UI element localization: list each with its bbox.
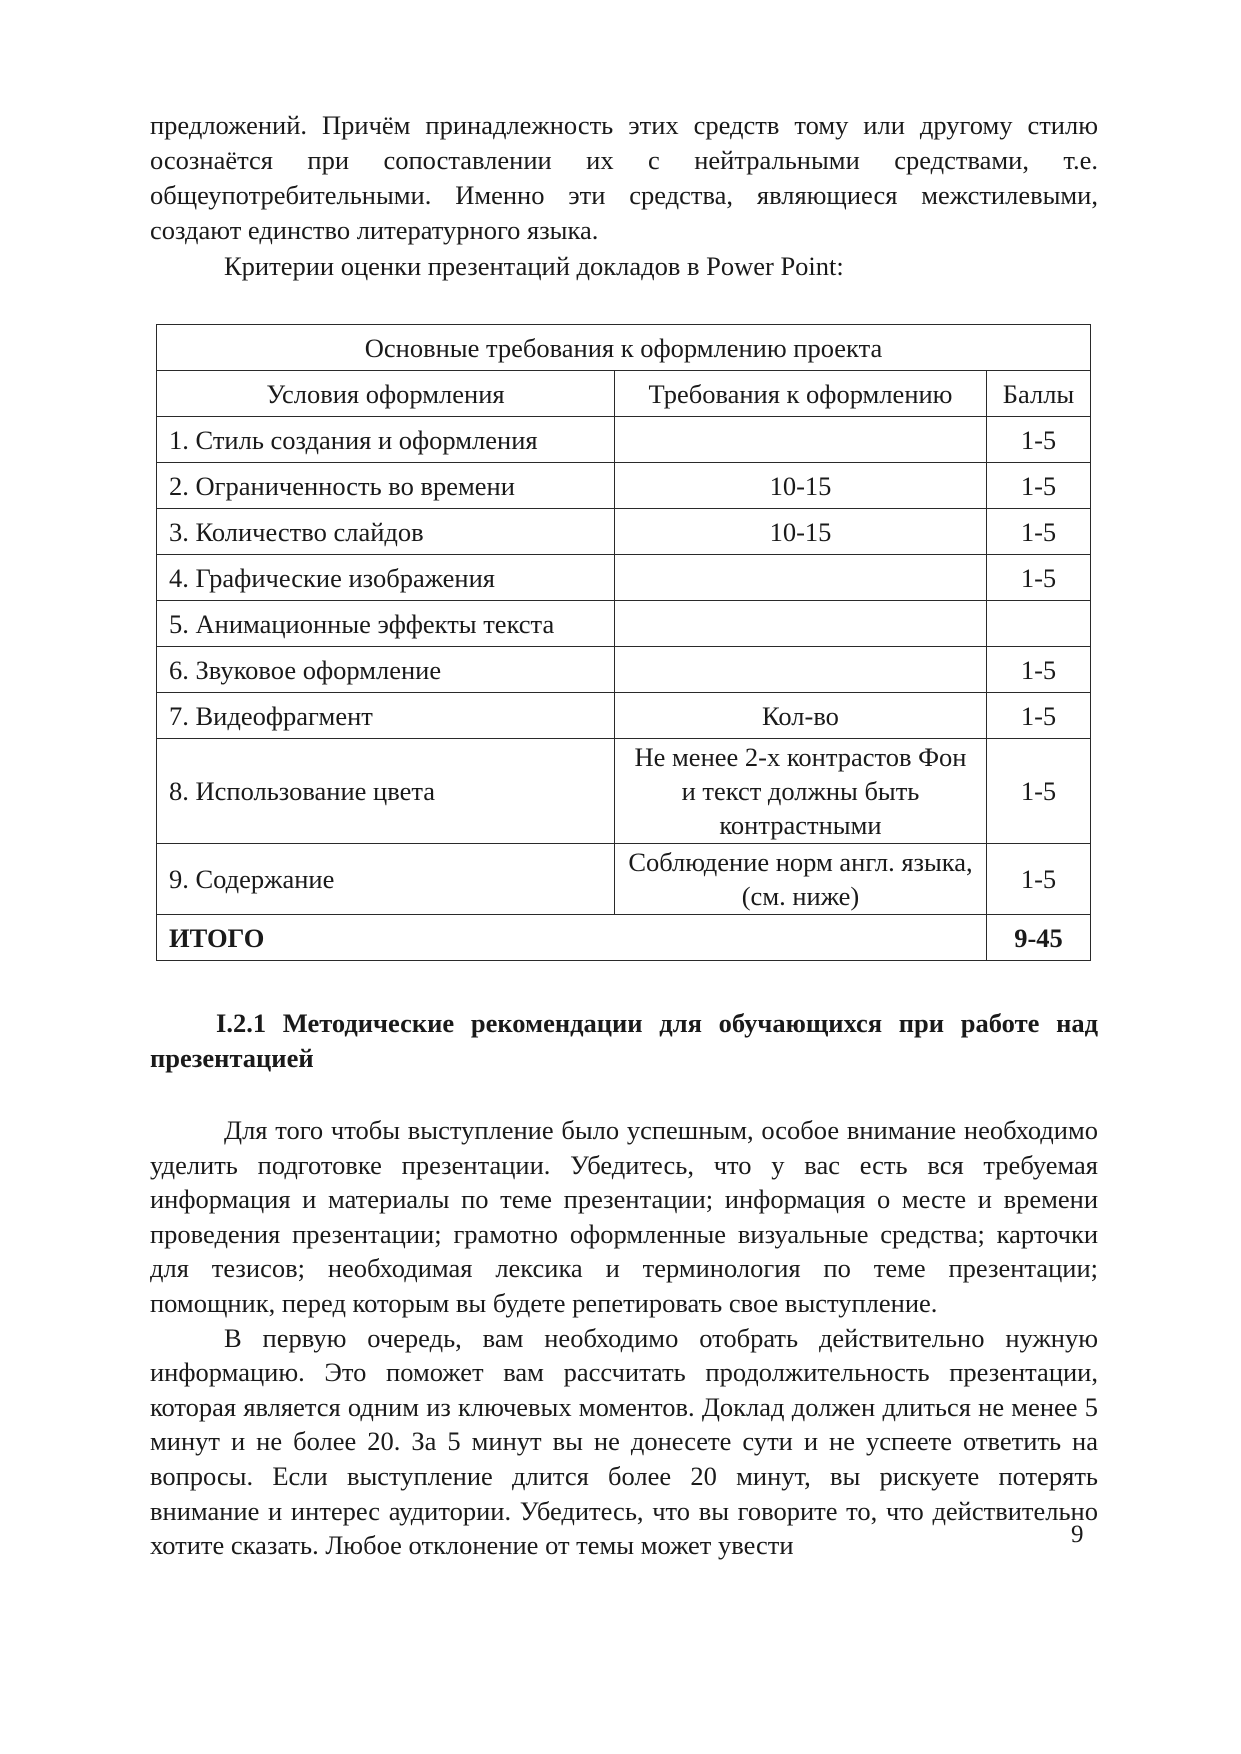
row-requirement (615, 647, 987, 693)
header-conditions: Условия оформления (157, 371, 615, 417)
section-heading-block (150, 1006, 1098, 1076)
row-points: 1-5 (987, 417, 1091, 463)
document-page (150, 108, 1098, 1561)
table-header-row (157, 371, 1091, 417)
table-row (157, 417, 1091, 463)
table-row (157, 509, 1091, 555)
table-row (157, 693, 1091, 739)
row-condition: 2. Ограниченность во времени (157, 463, 615, 509)
row-requirement: 10-15 (615, 463, 987, 509)
row-condition: 4. Графические изображения (157, 555, 615, 601)
section-title: I.2.1 Методические рекомендации для обучающихся при работе над презентацией (150, 1008, 1098, 1073)
total-label: ИТОГО (157, 915, 987, 961)
row-points: 1-5 (987, 739, 1091, 844)
header-requirements: Требования к оформлению (615, 371, 987, 417)
row-requirement: Не менее 2-х контрастов Фон и текст должны быть контрастными (615, 739, 987, 844)
section-body (150, 1113, 1098, 1563)
row-condition: 7. Видеофрагмент (157, 693, 615, 739)
row-points: 1-5 (987, 844, 1091, 915)
criteria-table (156, 324, 1091, 961)
row-condition: 5. Анимационные эффекты текста (157, 601, 615, 647)
row-requirement (615, 601, 987, 647)
intro-paragraph: предложений. Причём принадлежность этих средств тому или другому стилю осознаётся при сопоставлении их с нейтральными средствами, т.е. общеупотребительными. Именно эти средства, являющиеся межстилевыми, создают единство литературного языка. (150, 110, 1098, 245)
row-points: 1-5 (987, 509, 1091, 555)
table-caption: Критерии оценки презентаций докладов в Power Point: (224, 251, 844, 281)
row-requirement: Кол-во (615, 693, 987, 739)
table-row (157, 844, 1091, 915)
table-row (157, 739, 1091, 844)
row-points: 1-5 (987, 463, 1091, 509)
body-paragraph: Для того чтобы выступление было успешным, особое внимание необходимо уделить подготовке презентации. Убедитесь, что у вас есть вся требуемая информация и материалы по теме презентации; информация о месте и времени проведения презентации; грамотно оформленные визуальные средства; карточки для тезисов; необходимая лексика и терминология по теме презентации; помощник, перед которым вы будете репетировать свое выступление. (150, 1115, 1098, 1318)
row-points (987, 601, 1091, 647)
row-requirement: Соблюдение норм англ. языка, (см. ниже) (615, 844, 987, 915)
body-paragraph: В первую очередь, вам необходимо отобрать действительно нужную информацию. Это поможет вам рассчитать продолжительность презентации, которая является одним из ключевых моментов. Доклад должен длиться не менее 5 минут и не более 20. За 5 минут вы не донесете сути и не успеете ответить на вопросы. Если выступление длится более 20 минут, вы рискуете потерять внимание и интерес аудитории. Убедитесь, что вы говорите то, что действительно хотите сказать. Любое отклонение от темы может увести (150, 1322, 1098, 1561)
table-title: Основные требования к оформлению проекта (157, 325, 1091, 371)
table-row (157, 601, 1091, 647)
row-condition: 6. Звуковое оформление (157, 647, 615, 693)
table-total-row (157, 915, 1091, 961)
row-points: 1-5 (987, 647, 1091, 693)
row-condition: 8. Использование цвета (157, 739, 615, 844)
header-points: Баллы (987, 371, 1091, 417)
row-condition: 9. Содержание (157, 844, 615, 915)
page-number: 9 (1071, 1521, 1084, 1548)
table-title-row (157, 325, 1091, 371)
row-points: 1-5 (987, 555, 1091, 601)
table-row (157, 647, 1091, 693)
row-points: 1-5 (987, 693, 1091, 739)
row-requirement (615, 555, 987, 601)
total-points: 9-45 (987, 915, 1091, 961)
table-row (157, 555, 1091, 601)
row-condition: 1. Стиль создания и оформления (157, 417, 615, 463)
row-requirement: 10-15 (615, 509, 987, 555)
row-condition: 3. Количество слайдов (157, 509, 615, 555)
row-requirement (615, 417, 987, 463)
table-row (157, 463, 1091, 509)
